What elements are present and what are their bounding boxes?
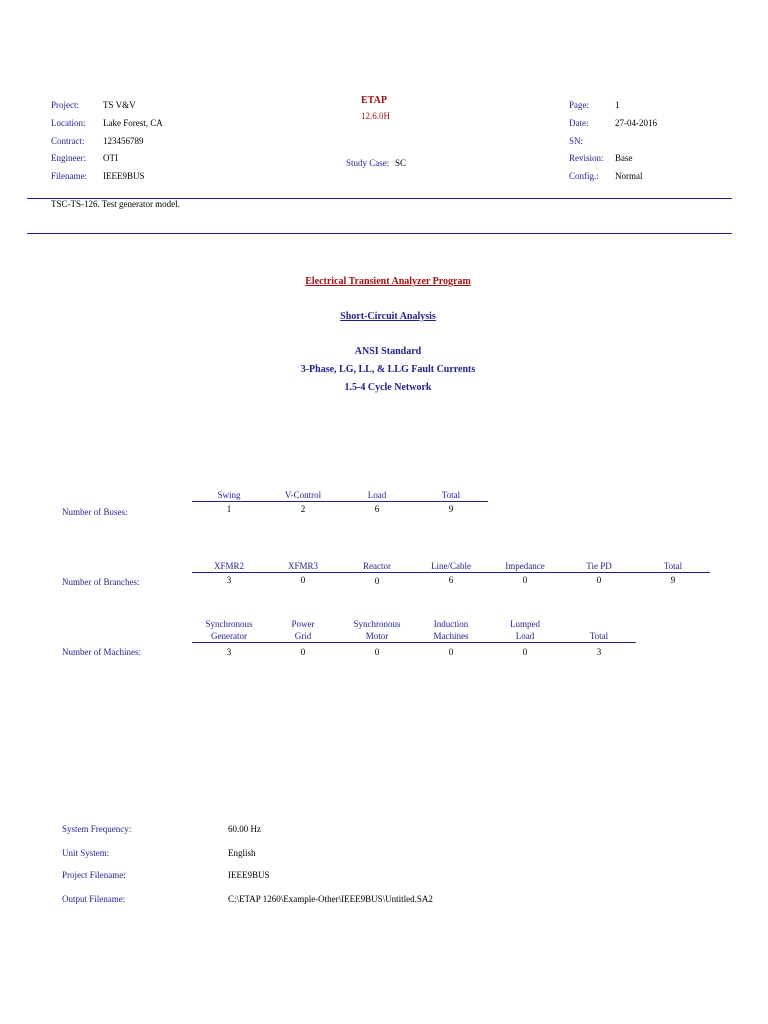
machines-header2-lumped: Load bbox=[488, 630, 562, 643]
machines-header2-syngen: Generator bbox=[192, 630, 266, 643]
machines-header2-grid: Grid bbox=[266, 630, 340, 643]
branches-value-impedance: 0 bbox=[522, 575, 528, 585]
page-value: 1 bbox=[615, 100, 620, 110]
filename-value: IEEE9BUS bbox=[103, 171, 145, 181]
branches-value-linecable: 6 bbox=[448, 575, 454, 585]
machines-value-syngen: 3 bbox=[226, 647, 232, 657]
output-filename-value: C:\ETAP 1260\Example-Other\IEEE9BUS\Untitled.SA2 bbox=[228, 894, 433, 904]
branches-value-xfmr3: 0 bbox=[300, 575, 306, 585]
branches-header-impedance: Impedance bbox=[488, 560, 562, 573]
machines-header2-synmotor: Motor bbox=[340, 630, 414, 643]
config-value: Normal bbox=[615, 171, 643, 181]
engineer-value: OTI bbox=[103, 153, 118, 163]
machines-header1-induction: Induction bbox=[433, 619, 469, 629]
standard-title: ANSI Standard bbox=[354, 346, 422, 357]
revision-label: Revision: bbox=[569, 153, 604, 163]
location-value: Lake Forest, CA bbox=[103, 118, 163, 128]
network-title: 1.5-4 Cycle Network bbox=[344, 382, 432, 393]
project-label: Project: bbox=[51, 100, 79, 110]
analysis-title: Short-Circuit Analysis bbox=[340, 311, 436, 322]
machines-value-synmotor: 0 bbox=[374, 647, 380, 657]
buses-value-swing: 1 bbox=[226, 504, 232, 514]
branches-value-tiepd: 0 bbox=[596, 575, 602, 585]
machines-value-induction: 0 bbox=[448, 647, 454, 657]
sn-label: SN: bbox=[569, 136, 584, 146]
contract-label: Contract: bbox=[51, 136, 85, 146]
filename-label: Filename: bbox=[51, 171, 87, 181]
contract-value: 123456789 bbox=[103, 136, 144, 146]
output-filename-label: Output Filename: bbox=[62, 894, 126, 904]
branches-header-reactor: Reactor bbox=[340, 560, 414, 573]
system-frequency-value: 60.00 Hz bbox=[228, 824, 261, 834]
project-value: TS V&V bbox=[103, 100, 136, 110]
system-frequency-label: System Frequency: bbox=[62, 824, 132, 834]
revision-value: Base bbox=[615, 153, 633, 163]
machines-value-grid: 0 bbox=[300, 647, 306, 657]
study-case-label: Study Case: bbox=[346, 158, 390, 168]
branches-value-reactor: 0 bbox=[374, 576, 380, 586]
buses-value-vcontrol: 2 bbox=[300, 504, 306, 514]
unit-system-label: Unit System: bbox=[62, 848, 110, 858]
branches-header-linecable: Line/Cable bbox=[414, 560, 488, 573]
buses-value-load: 6 bbox=[374, 504, 380, 514]
project-filename-value: IEEE9BUS bbox=[228, 870, 270, 880]
machines-header1-syngen: Synchronous bbox=[205, 619, 253, 629]
date-value: 27-04-2016 bbox=[615, 118, 657, 128]
date-label: Date: bbox=[569, 118, 589, 128]
branches-header-xfmr3: XFMR3 bbox=[266, 560, 340, 573]
machines-value-lumped: 0 bbox=[522, 647, 528, 657]
machines-header2-total: Total bbox=[562, 630, 636, 643]
program-title: Electrical Transient Analyzer Program bbox=[305, 276, 471, 287]
machines-label: Number of Machines: bbox=[62, 647, 141, 657]
branches-value-total: 9 bbox=[670, 575, 676, 585]
engineer-label: Engineer: bbox=[51, 153, 86, 163]
branches-label: Number of Branches: bbox=[62, 577, 140, 587]
app-version: 12.6.0H bbox=[361, 111, 390, 121]
branches-value-xfmr2: 3 bbox=[226, 575, 232, 585]
buses-value-total: 9 bbox=[448, 504, 454, 514]
buses-header-swing: Swing bbox=[192, 489, 266, 502]
machines-header1-synmotor: Synchronous bbox=[353, 619, 401, 629]
machines-header2-induction: Machines bbox=[414, 630, 488, 643]
unit-system-value: English bbox=[228, 848, 256, 858]
study-case-value: SC bbox=[395, 158, 407, 168]
branches-header-tiepd: Tie PD bbox=[562, 560, 636, 573]
machines-value-total: 3 bbox=[596, 647, 602, 657]
machines-header1-lumped: Lumped bbox=[510, 619, 540, 629]
machines-header1-grid: Power bbox=[291, 619, 315, 629]
faults-title: 3-Phase, LG, LL, & LLG Fault Currents bbox=[300, 364, 476, 375]
branches-header-total: Total bbox=[636, 560, 710, 573]
branches-header-xfmr2: XFMR2 bbox=[192, 560, 266, 573]
buses-header-load: Load bbox=[340, 489, 414, 502]
header-note: TSC-TS-126. Test generator model. bbox=[51, 199, 180, 209]
buses-label: Number of Buses: bbox=[62, 507, 128, 517]
buses-header-total: Total bbox=[414, 489, 488, 502]
app-name: ETAP bbox=[361, 95, 387, 106]
location-label: Location: bbox=[51, 118, 86, 128]
header-divider-bottom bbox=[27, 233, 732, 234]
config-label: Config.: bbox=[569, 171, 599, 181]
buses-header-vcontrol: V-Control bbox=[266, 489, 340, 502]
project-filename-label: Project Filename: bbox=[62, 870, 126, 880]
page-label: Page: bbox=[569, 100, 589, 110]
